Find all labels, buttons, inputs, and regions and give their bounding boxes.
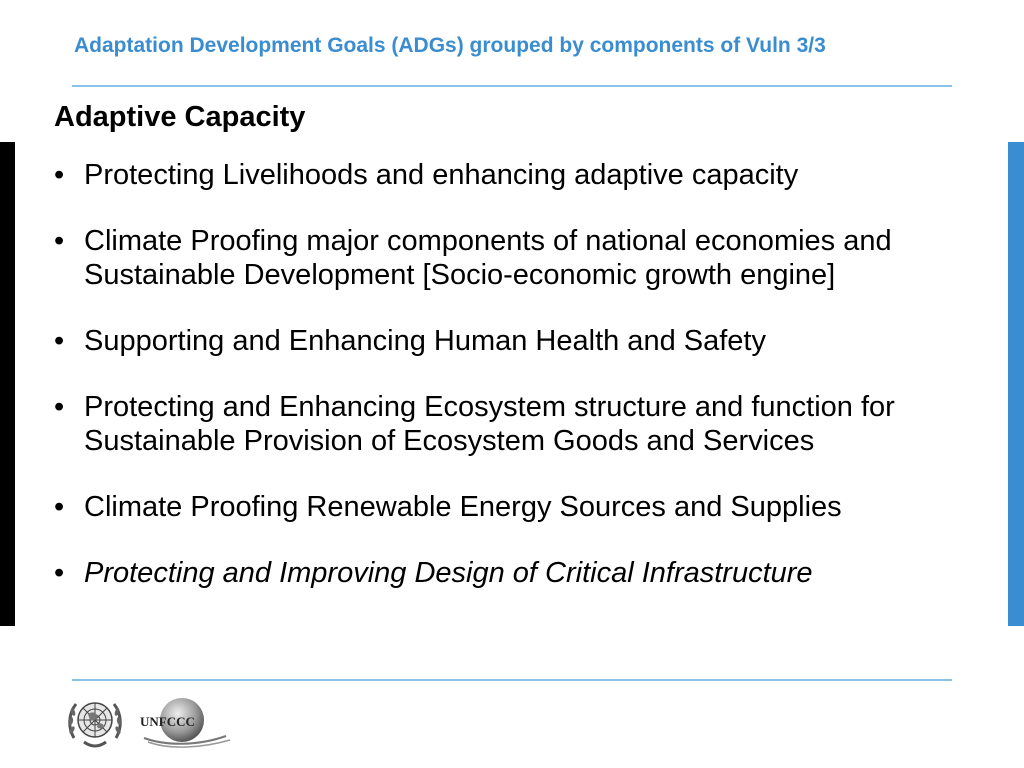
bullet-glyph: • xyxy=(54,391,65,423)
bullet-glyph: • xyxy=(54,159,65,191)
bullet-item xyxy=(54,324,1004,358)
bullet-glyph: • xyxy=(54,491,65,523)
section-heading: Adaptive Capacity xyxy=(54,101,306,133)
bullet-text: Supporting and Enhancing Human Health and Safety xyxy=(84,325,766,357)
bullet-item xyxy=(54,158,1004,192)
unfccc-logo-text: UNFCCC xyxy=(140,714,195,729)
bullet-item xyxy=(54,390,1004,458)
slide-content xyxy=(54,98,1004,622)
unfccc-logo-icon xyxy=(136,696,246,750)
footer-logos xyxy=(66,692,246,752)
bottom-divider xyxy=(72,679,952,681)
top-divider xyxy=(72,85,952,87)
bullet-text: Protecting and Improving Design of Critical Infrastructure xyxy=(84,557,813,589)
bullet-item xyxy=(54,490,1004,524)
bullet-text: Protecting and Enhancing Ecosystem structure and function for Sustainable Provision of Ecosystem Goods and Services xyxy=(84,391,895,457)
un-emblem-icon xyxy=(66,694,124,750)
bullet-item xyxy=(54,556,1004,590)
bullet-text: Climate Proofing major components of national economies and Sustainable Development [Socio-economic growth engine] xyxy=(84,225,892,291)
left-accent-bar xyxy=(0,142,15,626)
bullet-text: Protecting Livelihoods and enhancing adaptive capacity xyxy=(84,159,799,191)
bullet-list xyxy=(54,158,1004,590)
bullet-glyph: • xyxy=(54,557,65,589)
bullet-item xyxy=(54,224,1004,292)
right-accent-bar xyxy=(1008,142,1024,626)
bullet-text: Climate Proofing Renewable Energy Sources and Supplies xyxy=(84,491,842,523)
bullet-glyph: • xyxy=(54,325,65,357)
bullet-glyph: • xyxy=(54,225,65,257)
slide-title: Adaptation Development Goals (ADGs) grouped by components of Vuln 3/3 xyxy=(74,34,826,57)
